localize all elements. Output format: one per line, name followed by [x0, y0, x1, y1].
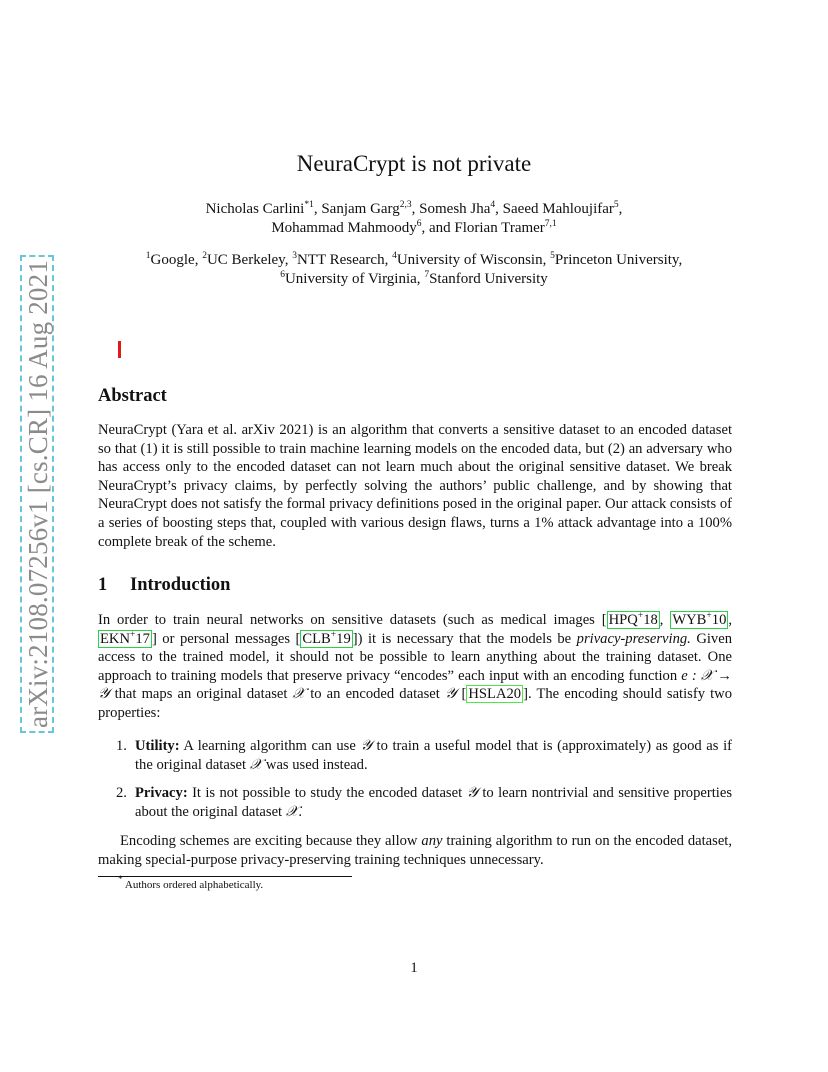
paragraph-text: Encoding schemes are exciting because they allow: [120, 833, 422, 849]
affiliation-name: UC Berkeley,: [206, 252, 293, 268]
author-affiliation-mark: 7,1: [544, 219, 557, 229]
footnote-text: Authors ordered alphabetically.: [122, 879, 264, 891]
citation-link[interactable]: [98, 630, 152, 648]
emphasized-text: privacy-preserving.: [576, 630, 691, 647]
emphasized-text: any: [421, 833, 443, 849]
affiliation-name: University of Virginia,: [284, 271, 425, 287]
list-item-text: .: [298, 803, 302, 820]
list-item-text: was used instead.: [262, 756, 368, 773]
list-item-text: to learn nontrivial and sensitive properties about the original dataset: [135, 785, 732, 820]
arxiv-identifier[interactable]: arXiv:2108.07256v1 [cs.CR] 16 Aug 2021: [23, 259, 53, 729]
affiliation-name: Stanford University: [429, 271, 548, 287]
affiliation-name: Princeton University,: [554, 252, 683, 268]
list-item-text: A learning algorithm can use: [179, 738, 361, 754]
paragraph-text: In order to train neural networks on sensitive datasets (such as medical images: [98, 612, 602, 628]
paper-title: NeuraCrypt is not private: [296, 151, 532, 176]
list-marker: 2.: [116, 785, 127, 801]
citation-sup: +: [706, 611, 712, 621]
list-item-text: to train a useful model that is (approximately) as good as if the original dataset: [135, 738, 732, 773]
citation-sup: +: [637, 611, 644, 621]
citation-sup: +: [330, 629, 337, 640]
affiliation-mark: 6: [280, 270, 285, 280]
abstract-heading: Abstract: [98, 386, 167, 406]
author-separator: ,: [618, 201, 623, 217]
list-item-label: Privacy:: [135, 785, 188, 801]
math-symbol: 𝒳: [249, 756, 263, 773]
list-item-label: Utility:: [135, 738, 180, 754]
affiliation-mark: 4: [392, 251, 397, 261]
affiliation-name: NTT Research,: [296, 252, 393, 268]
footnote: [118, 875, 264, 891]
citation-link[interactable]: [670, 611, 728, 629]
paragraph-text: ]) it is necessary that the models be: [352, 630, 577, 647]
paragraph-text: training algorithm to run on the encoded dataset, making special-purpose privacy-preserving training techniques unnecessary.: [98, 833, 732, 868]
paragraph-text: [: [456, 686, 467, 703]
citation-key: CLB: [302, 630, 331, 647]
affiliation-mark: 2: [202, 251, 207, 261]
citation-key: HPQ: [608, 612, 638, 628]
math-symbol: 𝒳: [285, 803, 299, 820]
list-item-utility: [116, 737, 732, 774]
affiliation-list: [0, 251, 828, 289]
list-marker: 1.: [116, 738, 127, 754]
math-symbol: 𝒴: [466, 785, 478, 801]
affiliation-name: University of Wisconsin,: [396, 252, 551, 268]
text-cursor-mark: [118, 341, 121, 358]
affiliation-mark: 3: [292, 251, 297, 261]
citation-sup: +: [130, 629, 136, 640]
author-affiliation-mark: *1: [304, 200, 314, 210]
author-name: , Sanjam Garg: [313, 201, 400, 217]
citation-year: 18: [643, 612, 658, 628]
list-item-privacy: [116, 784, 732, 821]
author-affiliation-mark: 5: [613, 200, 619, 210]
affiliation-mark: 1: [145, 251, 151, 261]
citation-separator: ,: [728, 612, 733, 628]
affiliation-mark: 5: [550, 251, 555, 261]
citation-year: 19: [336, 630, 351, 647]
citation-link[interactable]: [300, 630, 352, 648]
citation-link[interactable]: HSLA20: [468, 686, 522, 703]
math-expression: e : 𝒳 → 𝒴: [98, 667, 733, 703]
paragraph-text: Given access to the trained model, it should not be possible to learn anything about the training dataset. One approach to training models that preserve privacy “encodes” each input with an encoding function: [98, 630, 732, 684]
affiliation-mark: 7: [424, 270, 430, 280]
author-name: , Somesh Jha: [411, 201, 491, 217]
introduction-paragraph: In order to train neural networks on sensitive datasets (such as medical images [ HPQ+18 , WYB+10 , EKN+17 ] or personal messages [ CLB+19 ]) it is necessary that the models be privacy-preserving. Given access to the trained model, it should not be possible to learn anything about the training dataset. One approach to training models that preserve privacy “encodes” each input with an encoding function e : 𝒳 → 𝒴 that maps an original dataset 𝒳 to an encoded dataset 𝒴 [ HSLA20 ]. The encoding should satisfy two properties:: [98, 611, 733, 721]
paragraph-text: ]. The encoding should satisfy two properties:: [98, 686, 732, 721]
citation-key: EKN: [100, 630, 130, 647]
affiliation-name: Google,: [150, 252, 203, 268]
author-affiliation-mark: 2,3: [399, 200, 412, 210]
author-name: , and Florian Tramer: [421, 220, 545, 236]
paragraph-text: that maps an original dataset: [109, 686, 293, 703]
paragraph-text: ] or personal messages [: [151, 630, 301, 647]
author-name: , Saeed Mahloujifar: [495, 201, 614, 217]
introduction-heading: [98, 575, 230, 596]
citation-separator: ,: [659, 612, 671, 628]
citation-key: WYB: [672, 612, 707, 628]
math-symbol: 𝒴: [360, 738, 372, 754]
section-title: Introduction: [130, 575, 231, 595]
math-symbol: 𝒴: [444, 686, 457, 703]
citation-year: 10: [711, 612, 727, 628]
page-number: 1: [410, 960, 418, 976]
author-list: [0, 200, 828, 238]
author-affiliation-mark: 6: [416, 219, 422, 229]
paragraph-text: to an encoded dataset: [305, 686, 445, 703]
footnote-marker: *: [118, 875, 123, 885]
citation-year: 17: [135, 630, 150, 647]
list-item-text: It is not possible to study the encoded dataset: [187, 785, 467, 801]
abstract-text: NeuraCrypt (Yara et al. arXiv 2021) is an algorithm that converts a sensitive dataset to an encoded dataset so that (1) it is still possible to train machine learning models on the encoded data, but (2) an adversary who has access only to the encoded dataset can not learn much about the original sensitive dataset. We break NeuraCrypt’s privacy claims, by perfectly solving the authors’ public challenge, and by showing that NeuraCrypt does not satisfy the formal privacy definitions posed in the original paper. Our attack consists of a series of boosting steps that, coupled with various design flaws, turns a 1% attack advantage into a 100% complete break of the scheme.: [98, 422, 732, 550]
author-name: Mohammad Mahmoody: [271, 220, 417, 236]
math-symbol: 𝒳: [292, 686, 306, 703]
author-name: Nicholas Carlini: [205, 201, 305, 217]
section-number: 1: [98, 575, 108, 595]
author-affiliation-mark: 4: [490, 200, 496, 210]
citation-link[interactable]: [607, 611, 660, 629]
footnote-rule: [98, 876, 352, 877]
introduction-paragraph: [98, 832, 732, 869]
